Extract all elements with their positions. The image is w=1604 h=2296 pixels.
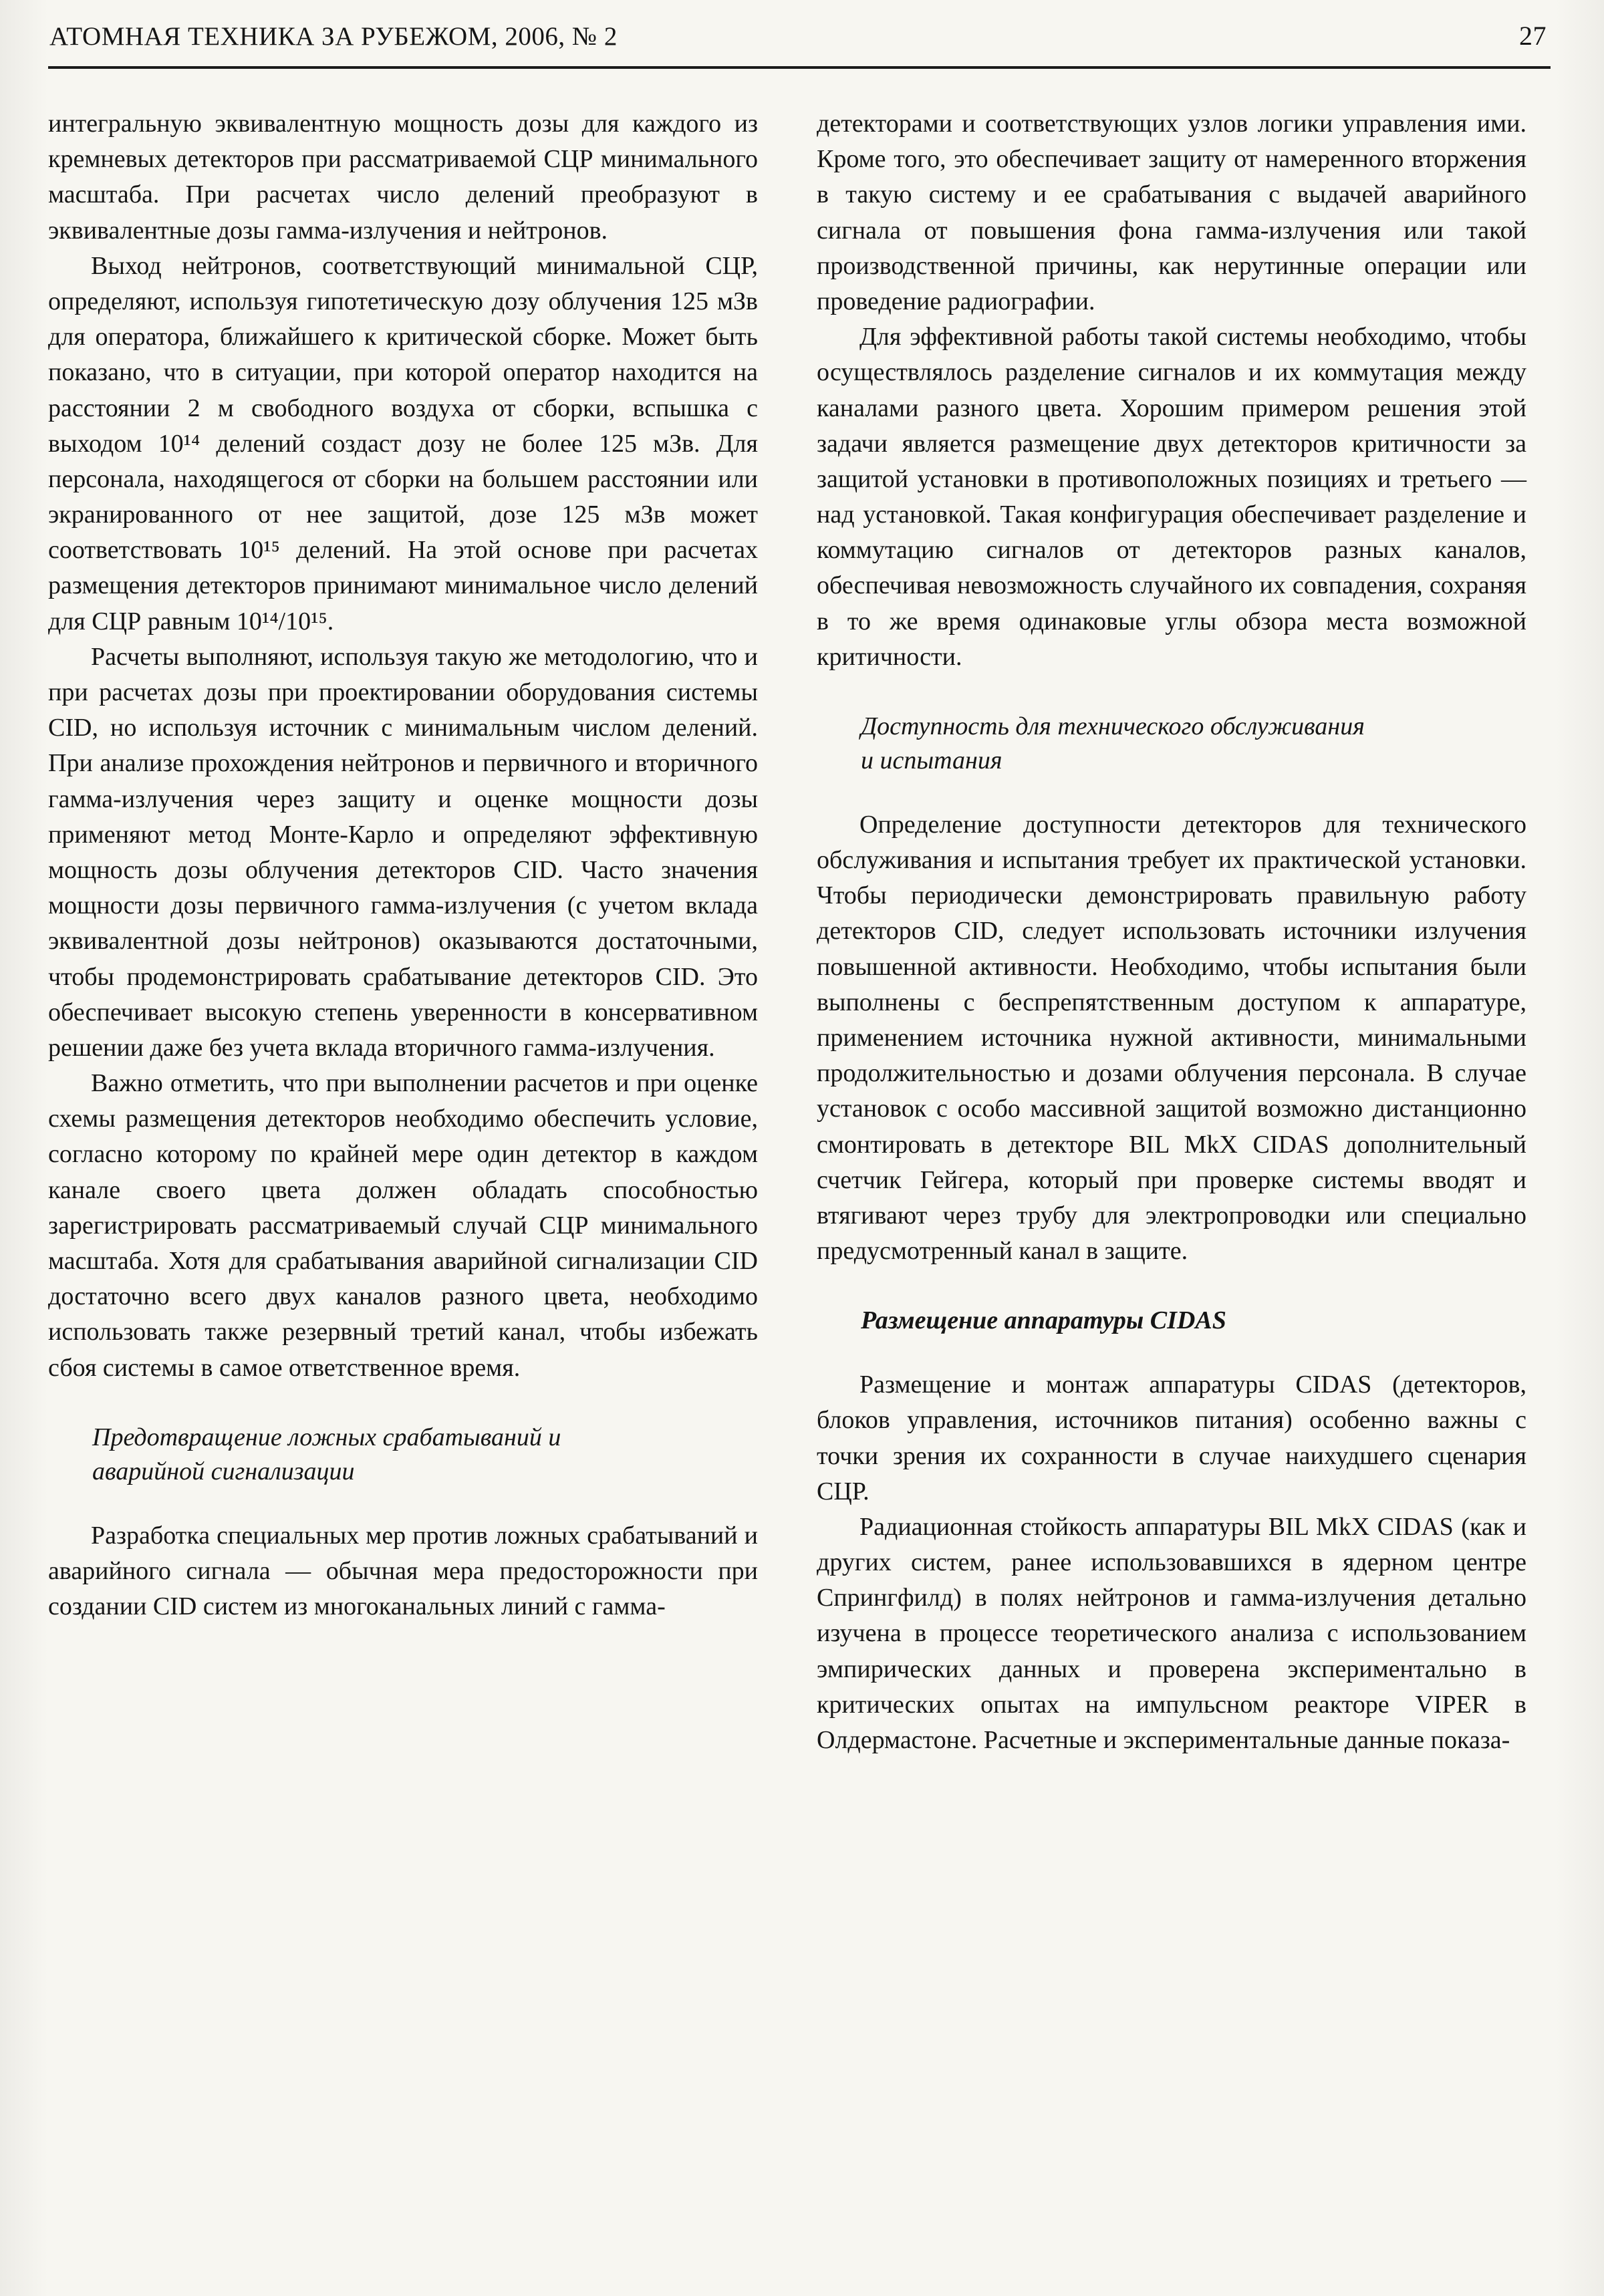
paragraph: Для эффективной работы такой системы необходимо, чтобы осуществлялось разделение сигналов и их коммутация между каналами разного цвета. Хорошим примером решения этой задачи является размещение двух детекторов критичности за защитой установки в противоположных позициях и третьего — над установкой. Такая конфигурация обеспечивает разделение и коммутацию сигналов от детекторов разных каналов, обеспечивая невозможность случайного их совпадения, сохраняя в то же время одинаковые углы обзора места возможной критичности. <box>817 323 1526 671</box>
running-head <box>48 20 1551 69</box>
page-content <box>48 106 1551 1758</box>
paragraph: детекторами и соответствующих узлов логики управления ими. Кроме того, это обеспечивает защиту от намеренного вторжения в такую систему и ее срабатывания с выдачей аварийного сигнала от повышения фона гамма-излучения или такой производственной причины, как нерутинные операции или проведение радиографии. <box>817 110 1526 315</box>
section-heading: Предотвращение ложных срабатываний и аварийной сигнализации <box>92 1423 561 1485</box>
journal-title: АТОМНАЯ ТЕХНИКА ЗА РУБЕЖОМ, 2006, № 2 <box>49 22 618 51</box>
page-number: 27 <box>1519 21 1547 51</box>
left-column <box>48 106 758 1758</box>
section-heading: Доступность для технического обслуживания и испытания <box>861 712 1365 774</box>
paragraph: Расчеты выполняют, используя такую же методологию, что и при расчетах дозы при проектировании оборудования системы CID, но используя источник с минимальным числом делений. При анализе прохождения нейтронов и первичного и вторичного гамма-излучения через защиту и оценке мощности дозы применяют метод Монте-Карло и определяют эффективную мощность дозы облучения детекторов CID. Часто значения мощности дозы первичного гамма-излучения (с учетом вклада эквивалентной дозы нейтронов) оказываются достаточными, чтобы продемонстрировать срабатывание детекторов CID. Это обеспечивает высокую степень уверенности в консервативном решении даже без учета вклада вторичного гамма-излучения. <box>48 642 758 1062</box>
paragraph: Радиационная стойкость аппаратуры BIL MkX CIDAS (как и других систем, ранее использовавшихся в ядерном центре Спрингфилд) в полях нейтронов и гамма-излучения детально изучена в процессе теоретического анализа с использованием эмпирических данных и проверена экспериментально в критических опытах на импульсном реакторе VIPER в Олдермастоне. Расчетные и экспериментальные данные показа- <box>817 1512 1526 1755</box>
paragraph: Важно отметить, что при выполнении расчетов и при оценке схемы размещения детекторов необходимо обеспечить условие, согласно которому по крайней мере один детектор в каждом канале своего цвета должен обладать способностью зарегистрировать рассматриваемый случай СЦР минимального масштаба. Хотя для срабатывания аварийной сигнализации CID достаточно всего двух каналов разного цвета, необходимо использовать также резервный третий канал, чтобы избежать сбоя системы в самое ответственное время. <box>48 1069 758 1382</box>
right-column <box>817 106 1526 1758</box>
section-heading: Размещение аппаратуры CIDAS <box>861 1306 1226 1335</box>
paragraph: Определение доступности детекторов для технического обслуживания и испытания требует их практической установки. Чтобы периодически демонстрировать правильную работу детекторов CID, следует использовать источники излучения повышенной активности. Необходимо, чтобы испытания были выполнены с беспрепятственным доступом к аппаратуре, применением источника нужной активности, минимальными продолжительностью и дозами облучения персонала. В случае установок с особо массивной защитой возможно дистанционно смонтировать в детекторе BIL MkX CIDAS дополнительный счетчик Гейгера, который при проверке системы вводят и втягивают через трубу для электропроводки или специально предусмотренный канал в защите. <box>817 810 1526 1266</box>
paragraph: Размещение и монтаж аппаратуры CIDAS (детекторов, блоков управления, источников питания) особенно важны с точки зрения их сохранности в случае наихудшего сценария СЦР. <box>817 1371 1526 1505</box>
paragraph: Выход нейтронов, соответствующий минимальной СЦР, определяют, используя гипотетическую дозу облучения 125 мЗв для оператора, ближайшего к критической сборке. Может быть показано, что в ситуации, при которой оператор находится на расстоянии 2 м свободного воздуха от сборки, вспышка с выходом 10¹⁴ делений создаст дозу не более 125 мЗв. Для персонала, находящегося от сборки на большем расстоянии или экранированного от нее защитой, дозе 125 мЗв может соответствовать 10¹⁵ делений. На этой основе при расчетах размещения детекторов принимают минимальное число делений для СЦР равным 10¹⁴/10¹⁵. <box>48 251 758 635</box>
paragraph: интегральную эквивалентную мощность дозы для каждого из кремневых детекторов при рассматриваемой СЦР минимального масштаба. При расчетах число делений преобразуют в эквивалентные дозы гамма-излучения и нейтронов. <box>48 110 758 245</box>
paragraph: Разработка специальных мер против ложных срабатываний и аварийного сигнала — обычная мера предосторожности при создании CID систем из многоканальных линий с гамма- <box>48 1521 758 1620</box>
